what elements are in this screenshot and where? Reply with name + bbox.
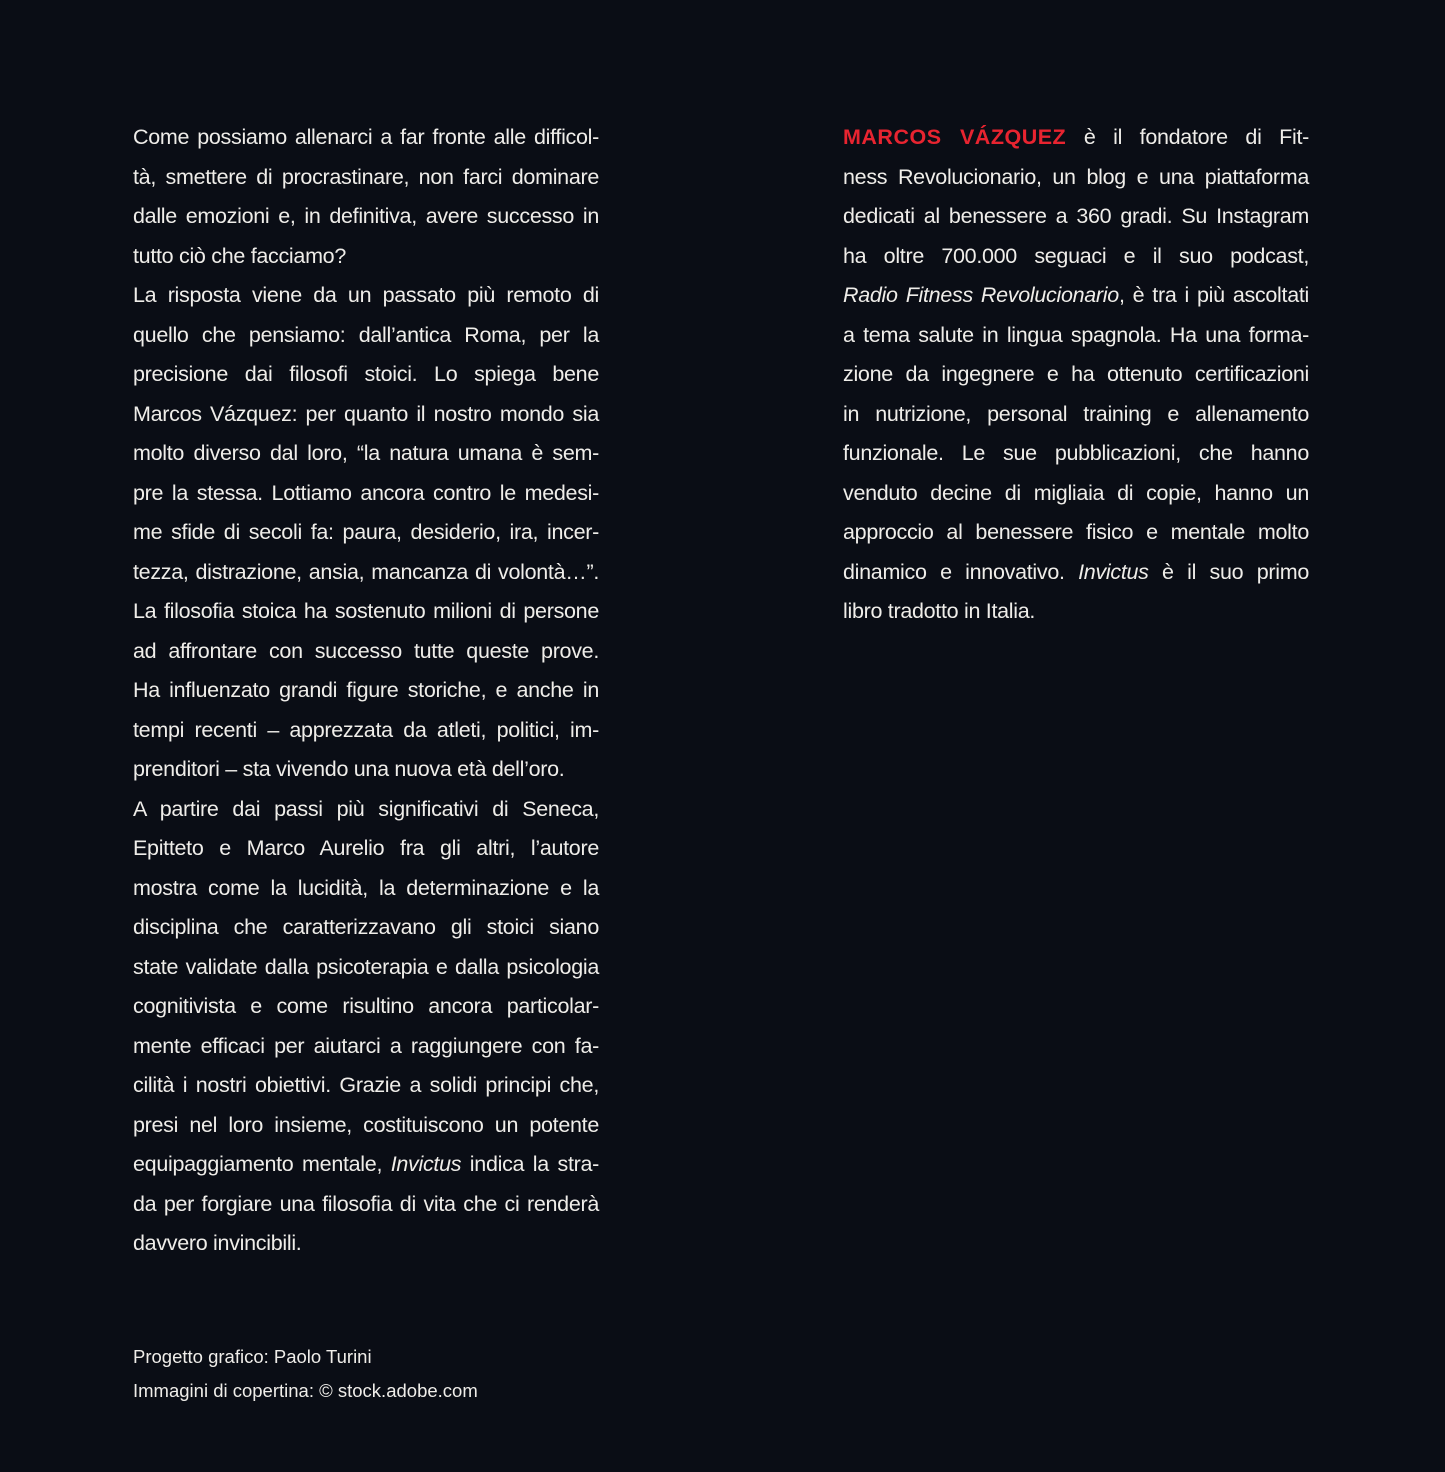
text-line	[133, 671, 599, 711]
body-text: davvero invincibili.	[133, 1231, 302, 1255]
body-text: funzionale. Le sue pubblicazioni, che hanno	[843, 441, 1309, 465]
body-text: indica la stra-	[461, 1152, 599, 1176]
text-line	[133, 790, 599, 830]
body-text: è il fondatore di Fit-	[1066, 125, 1310, 149]
body-text: , è tra i più ascoltati	[1118, 283, 1309, 307]
text-line	[843, 316, 1309, 356]
synopsis-column	[133, 118, 599, 1264]
title-italic-text: Radio Fitness Revolucionario	[843, 283, 1119, 307]
body-text: a tema salute in lingua spagnola. Ha una forma-	[843, 322, 1309, 347]
body-text: presi nel loro insieme, costituiscono un potente	[133, 1112, 599, 1137]
body-text: tà, smettere di procrastinare, non farci dominare	[133, 164, 599, 189]
text-line	[133, 316, 599, 356]
title-italic-text: Invictus	[1078, 559, 1149, 584]
text-line	[133, 1027, 599, 1067]
body-text: pre la stessa. Lottiamo ancora contro le medesi-	[133, 480, 599, 505]
text-line	[133, 197, 599, 237]
credits	[133, 1340, 633, 1408]
author-bio-column	[843, 118, 1309, 632]
text-line	[133, 158, 599, 198]
text-line	[133, 948, 599, 988]
body-text: ha oltre 700.000 seguaci e il suo podcast,	[843, 243, 1309, 268]
body-text: cognitivista e come risultino ancora particolar-	[133, 994, 599, 1018]
text-line	[133, 750, 599, 790]
text-line	[843, 197, 1309, 237]
body-text: Marcos Vázquez: per quanto il nostro mondo sia	[133, 401, 599, 426]
body-text: mostra come la lucidità, la determinazione e la	[133, 875, 599, 900]
text-line	[843, 237, 1309, 277]
text-line	[843, 118, 1309, 158]
text-line	[133, 711, 599, 751]
text-line	[133, 1106, 599, 1146]
text-line	[133, 1185, 599, 1225]
text-line	[843, 434, 1309, 474]
text-line	[843, 395, 1309, 435]
body-text: da per forgiare una filosofia di vita che ci renderà	[133, 1191, 599, 1216]
text-line	[133, 1374, 633, 1408]
body-text: disciplina che caratterizzavano gli stoici siano	[133, 915, 599, 939]
body-text: è il suo primo	[1148, 559, 1309, 584]
body-text: libro tradotto in Italia.	[843, 599, 1036, 623]
body-text: Ha influenzato grandi figure storiche, e anche in	[133, 678, 599, 702]
body-text: equipaggiamento mentale,	[133, 1152, 391, 1176]
text-line	[133, 1224, 599, 1264]
body-text: tempi recenti – apprezzata da atleti, politici, im-	[133, 717, 599, 742]
body-text: approccio al benessere fisico e mentale molto	[843, 520, 1309, 544]
body-text: mente efficaci per aiutarci a raggiungere con fa-	[133, 1033, 599, 1058]
text-line	[133, 355, 599, 395]
title-italic-text: Invictus	[390, 1152, 462, 1176]
text-line	[133, 237, 599, 277]
text-line	[843, 592, 1309, 632]
text-line	[133, 1340, 633, 1374]
text-line	[133, 869, 599, 909]
body-text: Immagini di copertina: © stock.adobe.com	[133, 1380, 478, 1401]
body-text: venduto decine di migliaia di copie, hanno un	[843, 480, 1309, 505]
body-text: precisione dai filosofi stoici. Lo spiega bene	[133, 362, 599, 386]
body-text: me sfide di secoli fa: paura, desiderio, ira, incer-	[133, 520, 599, 544]
text-line	[133, 1145, 599, 1185]
text-line	[133, 592, 599, 632]
body-text: tezza, distrazione, ansia, mancanza di volontà…”.	[133, 559, 599, 584]
body-text: Epitteto e Marco Aurelio fra gli altri, l’autore	[133, 836, 599, 860]
text-line	[133, 632, 599, 672]
text-line	[843, 158, 1309, 198]
author-name-text: MARCOS VÁZQUEZ	[843, 125, 1067, 149]
body-text: ness Revolucionario, un blog e una piattaforma	[843, 164, 1309, 189]
text-line	[133, 908, 599, 948]
text-line	[843, 474, 1309, 514]
body-text: Progetto grafico: Paolo Turini	[133, 1346, 372, 1367]
body-text: in nutrizione, personal training e allenamento	[843, 401, 1309, 426]
body-text: La risposta viene da un passato più remoto di	[133, 283, 599, 307]
body-text: La filosofia stoica ha sostenuto milioni di persone	[133, 599, 599, 623]
body-text: prenditori – sta vivendo una nuova età dell’oro.	[133, 757, 565, 781]
text-line	[133, 474, 599, 514]
text-line	[843, 513, 1309, 553]
body-text: ad affrontare con successo tutte queste prove.	[133, 638, 599, 663]
body-text: state validate dalla psicoterapia e dalla psicologia	[133, 954, 599, 979]
body-text: Come possiamo allenarci a far fronte alle difficol-	[133, 125, 599, 149]
body-text: zione da ingegnere e ha ottenuto certificazioni	[843, 362, 1309, 386]
text-line	[133, 553, 599, 593]
text-line	[133, 276, 599, 316]
body-text: dedicati al benessere a 360 gradi. Su Instagram	[843, 204, 1309, 228]
text-line	[133, 987, 599, 1027]
text-line	[843, 553, 1309, 593]
text-line	[843, 276, 1309, 316]
text-line	[133, 118, 599, 158]
text-line	[133, 513, 599, 553]
body-text: dinamico e innovativo.	[843, 559, 1079, 584]
text-line	[133, 395, 599, 435]
body-text: cilità i nostri obiettivi. Grazie a solidi principi che,	[133, 1073, 599, 1097]
text-line	[843, 355, 1309, 395]
body-text: molto diverso dal loro, “la natura umana è sem-	[133, 441, 599, 465]
body-text: quello che pensiamo: dall’antica Roma, per la	[133, 322, 599, 347]
body-text: tutto ciò che facciamo?	[133, 243, 346, 268]
body-text: A partire dai passi più significativi di Seneca,	[133, 796, 599, 821]
text-line	[133, 434, 599, 474]
body-text: dalle emozioni e, in definitiva, avere successo in	[133, 204, 599, 228]
text-line	[133, 1066, 599, 1106]
text-line	[133, 829, 599, 869]
